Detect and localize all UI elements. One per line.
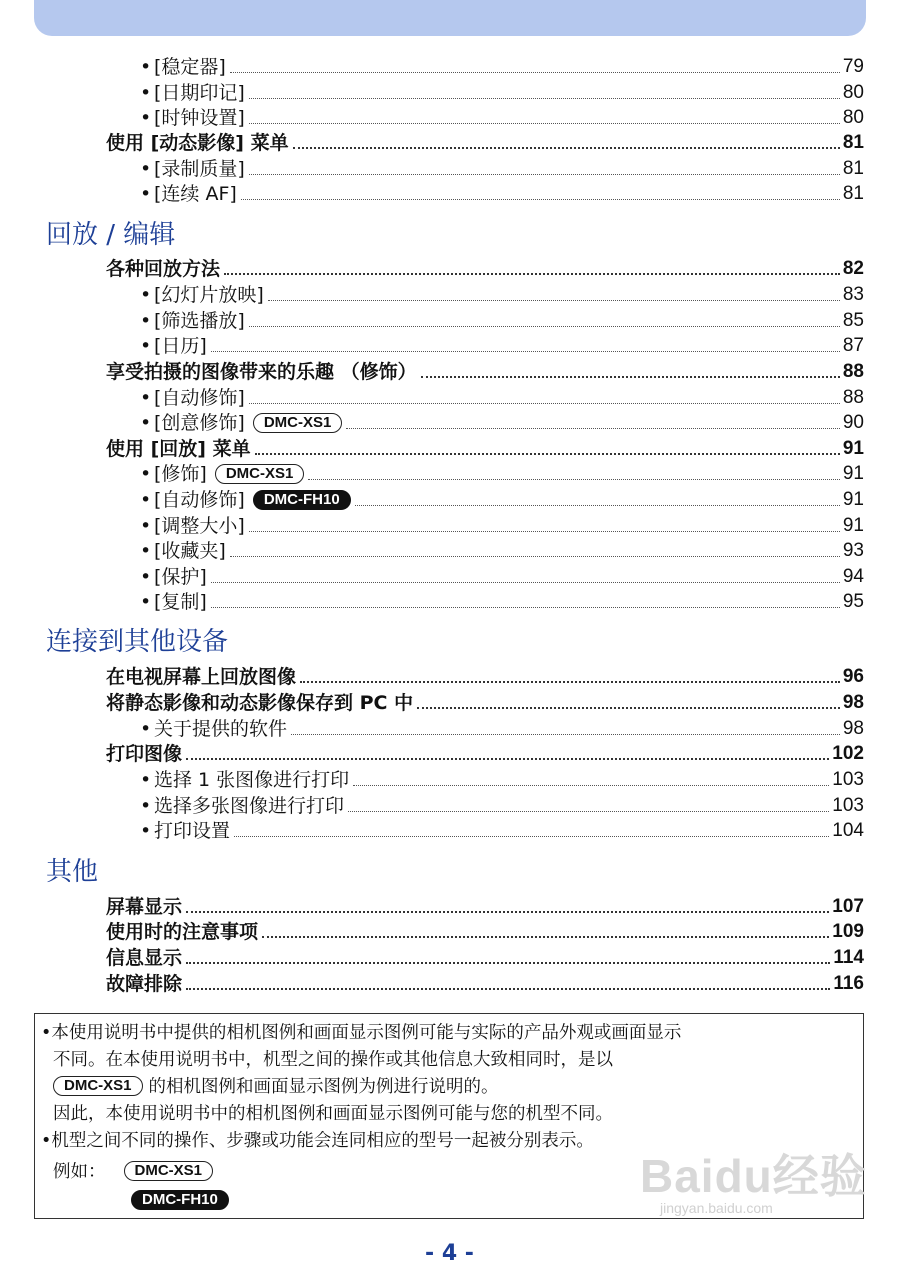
leader-dots bbox=[211, 350, 840, 352]
toc-section-page: 114 bbox=[833, 947, 864, 968]
toc-entry-title: 关于提供的软件 bbox=[154, 718, 288, 740]
toc-entry-title: [调整大小] bbox=[154, 515, 245, 537]
toc-entry-page: 80 bbox=[842, 107, 864, 128]
leader-dots bbox=[291, 733, 840, 735]
toc-section-page: 81 bbox=[842, 132, 864, 153]
toc-entry[interactable]: • [录制质量] 81 bbox=[140, 158, 864, 180]
toc-section[interactable] bbox=[106, 895, 864, 919]
toc-entry-title: [稳定器] bbox=[154, 56, 226, 78]
model-badge-xs1: DMC-XS1 bbox=[215, 464, 305, 484]
leader-dots bbox=[241, 198, 840, 200]
toc-entry[interactable]: • [自动修饰] 88 bbox=[140, 387, 864, 409]
leader-dots bbox=[249, 173, 840, 175]
note-line: 不同。在本使用说明书中，机型之间的操作或其他信息大致相同时，是以 bbox=[53, 1050, 613, 1070]
leader-dots bbox=[186, 757, 829, 760]
toc-entry[interactable]: • 关于提供的软件 98 bbox=[140, 718, 864, 740]
leader-dots bbox=[211, 606, 840, 608]
toc-entry-page: 95 bbox=[842, 591, 864, 612]
header-band bbox=[34, 0, 866, 36]
leader-dots bbox=[249, 97, 840, 99]
model-badge-fh10: DMC-FH10 bbox=[131, 1190, 229, 1210]
toc-entry-title: [自动修饰] bbox=[154, 387, 245, 409]
toc-entry-page: 81 bbox=[842, 183, 864, 204]
toc-entry[interactable]: • [调整大小] 91 bbox=[140, 515, 864, 537]
leader-dots bbox=[224, 272, 840, 275]
toc-section-title: 使用 [动态影像] 菜单 bbox=[106, 132, 289, 154]
toc-section-page: 96 bbox=[842, 666, 864, 687]
section-heading-playback: 回放 / 编辑 bbox=[46, 220, 176, 250]
leader-dots bbox=[249, 402, 840, 404]
toc-entry-page: 91 bbox=[842, 463, 864, 484]
toc-section-page: 102 bbox=[832, 743, 864, 764]
toc-entry-title: [录制质量] bbox=[154, 158, 245, 180]
note-line: DMC-XS1 的相机图例和画面显示图例为例进行说明的。 bbox=[53, 1074, 499, 1101]
toc-entry-page: 85 bbox=[842, 310, 864, 331]
toc-entry-title: [复制] bbox=[154, 591, 207, 613]
toc-entry[interactable]: • [幻灯片放映] 83 bbox=[140, 284, 864, 306]
toc-section[interactable] bbox=[106, 131, 864, 155]
model-badge-fh10: DMC-FH10 bbox=[253, 490, 351, 510]
toc-entry[interactable]: • [筛选播放] 85 bbox=[140, 310, 864, 332]
toc-entry[interactable]: • [自动修饰] DMC-FH10 91 bbox=[140, 489, 864, 511]
baidu-watermark-url: jingyan.baidu.com bbox=[660, 1200, 773, 1216]
toc-entry-title: 打印设置 bbox=[154, 820, 231, 842]
model-badge-xs1: DMC-XS1 bbox=[124, 1161, 214, 1181]
toc-entry[interactable]: • [修饰] DMC-XS1 91 bbox=[140, 463, 864, 485]
toc-entry[interactable]: • 选择多张图像进行打印 103 bbox=[140, 795, 864, 817]
model-badge-xs1: DMC-XS1 bbox=[253, 413, 343, 433]
leader-dots bbox=[234, 835, 829, 837]
leader-dots bbox=[211, 581, 840, 583]
toc-entry-title: [保护] bbox=[154, 566, 207, 588]
toc-section[interactable] bbox=[106, 742, 864, 766]
toc-section-title: 在电视屏幕上回放图像 bbox=[106, 666, 297, 688]
toc-entry-page: 83 bbox=[842, 284, 864, 305]
leader-dots bbox=[346, 427, 840, 429]
toc-entry-title: 选择 1 张图像进行打印 bbox=[154, 769, 350, 791]
toc-section[interactable] bbox=[106, 665, 864, 689]
toc-entry-page: 90 bbox=[842, 412, 864, 433]
toc-entry-title: [创意修饰] bbox=[154, 412, 245, 434]
leader-dots bbox=[308, 478, 840, 480]
leader-dots bbox=[186, 961, 830, 964]
toc-section-title: 享受拍摄的图像带来的乐趣 （修饰） bbox=[106, 361, 417, 383]
toc-entry-title: [日期印记] bbox=[154, 82, 245, 104]
toc-section-title: 信息显示 bbox=[106, 947, 183, 969]
toc-entry-page: 98 bbox=[842, 718, 864, 739]
toc-entry-page: 80 bbox=[842, 82, 864, 103]
toc-entry[interactable]: • [稳定器] 79 bbox=[140, 56, 864, 78]
leader-dots bbox=[230, 555, 840, 557]
toc-entry[interactable]: • [连续 AF] 81 bbox=[140, 183, 864, 205]
leader-dots bbox=[249, 325, 840, 327]
leader-dots bbox=[249, 122, 840, 124]
leader-dots bbox=[255, 452, 840, 455]
toc-section-page: 82 bbox=[842, 258, 864, 279]
toc-entry-page: 94 bbox=[842, 566, 864, 587]
toc-section-title: 打印图像 bbox=[106, 743, 183, 765]
section-heading-connect: 连接到其他设备 bbox=[46, 627, 229, 657]
toc-section-title: 使用时的注意事项 bbox=[106, 921, 259, 943]
toc-section-page: 91 bbox=[842, 438, 864, 459]
toc-entry-page: 103 bbox=[832, 769, 864, 790]
example-label: 例如： bbox=[53, 1162, 106, 1182]
leader-dots bbox=[262, 935, 829, 938]
toc-section-title: 使用 [回放] 菜单 bbox=[106, 438, 251, 460]
toc-entry-page: 87 bbox=[842, 335, 864, 356]
leader-dots bbox=[355, 504, 840, 506]
toc-entry-page: 91 bbox=[842, 489, 864, 510]
toc-entry-title: [连续 AF] bbox=[154, 183, 237, 205]
toc-entry-page: 93 bbox=[842, 540, 864, 561]
toc-entry-title: [幻灯片放映] bbox=[154, 284, 264, 306]
leader-dots bbox=[417, 706, 840, 709]
toc-section[interactable] bbox=[106, 920, 864, 944]
toc-section-title: 屏幕显示 bbox=[106, 896, 183, 918]
toc-section-title: 将静态影像和动态影像保存到 PC 中 bbox=[106, 692, 414, 714]
toc-entry[interactable]: • [保护] 94 bbox=[140, 566, 864, 588]
leader-dots bbox=[300, 680, 840, 683]
toc-entry-page: 79 bbox=[842, 56, 864, 77]
toc-section[interactable] bbox=[106, 946, 864, 970]
toc-entry[interactable]: • [创意修饰] DMC-XS1 90 bbox=[140, 412, 864, 434]
leader-dots bbox=[230, 71, 840, 73]
toc-section-page: 88 bbox=[842, 361, 864, 382]
leader-dots bbox=[348, 810, 829, 812]
toc-entry-title: [收藏夹] bbox=[154, 540, 226, 562]
leader-dots bbox=[293, 146, 840, 149]
leader-dots bbox=[186, 987, 830, 990]
section-heading-other: 其他 bbox=[46, 857, 99, 887]
toc-entry-title: [筛选播放] bbox=[154, 310, 245, 332]
leader-dots bbox=[249, 530, 840, 532]
leader-dots bbox=[353, 784, 829, 786]
toc-entry[interactable]: • [复制] 95 bbox=[140, 591, 864, 613]
toc-entry-page: 104 bbox=[832, 820, 864, 841]
toc-section-page: 107 bbox=[832, 896, 864, 917]
toc-section[interactable] bbox=[106, 691, 864, 715]
toc-section[interactable] bbox=[106, 257, 864, 281]
toc-entry-page: 91 bbox=[842, 515, 864, 536]
leader-dots bbox=[421, 375, 840, 378]
toc-entry-title: [自动修饰] bbox=[154, 489, 245, 511]
page-number: - 4 - bbox=[425, 1241, 474, 1266]
note-example bbox=[53, 1159, 213, 1186]
note-example bbox=[131, 1188, 229, 1215]
toc-section-page: 116 bbox=[833, 973, 864, 994]
toc-section-page: 109 bbox=[832, 921, 864, 942]
note-line: •机型之间不同的操作、步骤或功能会连同相应的型号一起被分别表示。 bbox=[41, 1131, 594, 1151]
toc-entry[interactable]: • 打印设置 104 bbox=[140, 820, 864, 842]
baidu-watermark: Baidu经验 bbox=[640, 1150, 867, 1202]
note-line: 因此，本使用说明书中的相机图例和画面显示图例可能与您的机型不同。 bbox=[53, 1104, 613, 1124]
toc-entry[interactable]: • 选择 1 张图像进行打印 103 bbox=[140, 769, 864, 791]
toc-entry[interactable]: • [时钟设置] 80 bbox=[140, 107, 864, 129]
toc-section[interactable] bbox=[106, 437, 864, 461]
leader-dots bbox=[186, 910, 829, 913]
toc-entry[interactable]: • [日历] 87 bbox=[140, 335, 864, 357]
toc-section[interactable] bbox=[106, 360, 864, 384]
toc-entry-title: [日历] bbox=[154, 335, 207, 357]
toc-section-title: 各种回放方法 bbox=[106, 258, 221, 280]
toc-entry[interactable]: • [收藏夹] 93 bbox=[140, 540, 864, 562]
toc-entry[interactable]: • [日期印记] 80 bbox=[140, 82, 864, 104]
toc-entry-page: 81 bbox=[842, 158, 864, 179]
note-line: •本使用说明书中提供的相机图例和画面显示图例可能与实际的产品外观或画面显示 bbox=[41, 1023, 682, 1043]
toc-entry-page: 88 bbox=[842, 387, 864, 408]
toc-entry-title: [修饰] bbox=[154, 463, 207, 485]
toc-section-page: 98 bbox=[842, 692, 864, 713]
toc-entry-page: 103 bbox=[832, 795, 864, 816]
toc-entry-title: 选择多张图像进行打印 bbox=[154, 795, 345, 817]
leader-dots bbox=[268, 299, 840, 301]
toc-section-title: 故障排除 bbox=[106, 973, 183, 995]
toc-entry-title: [时钟设置] bbox=[154, 107, 245, 129]
model-badge-xs1: DMC-XS1 bbox=[53, 1076, 143, 1096]
toc-section[interactable] bbox=[106, 972, 864, 996]
